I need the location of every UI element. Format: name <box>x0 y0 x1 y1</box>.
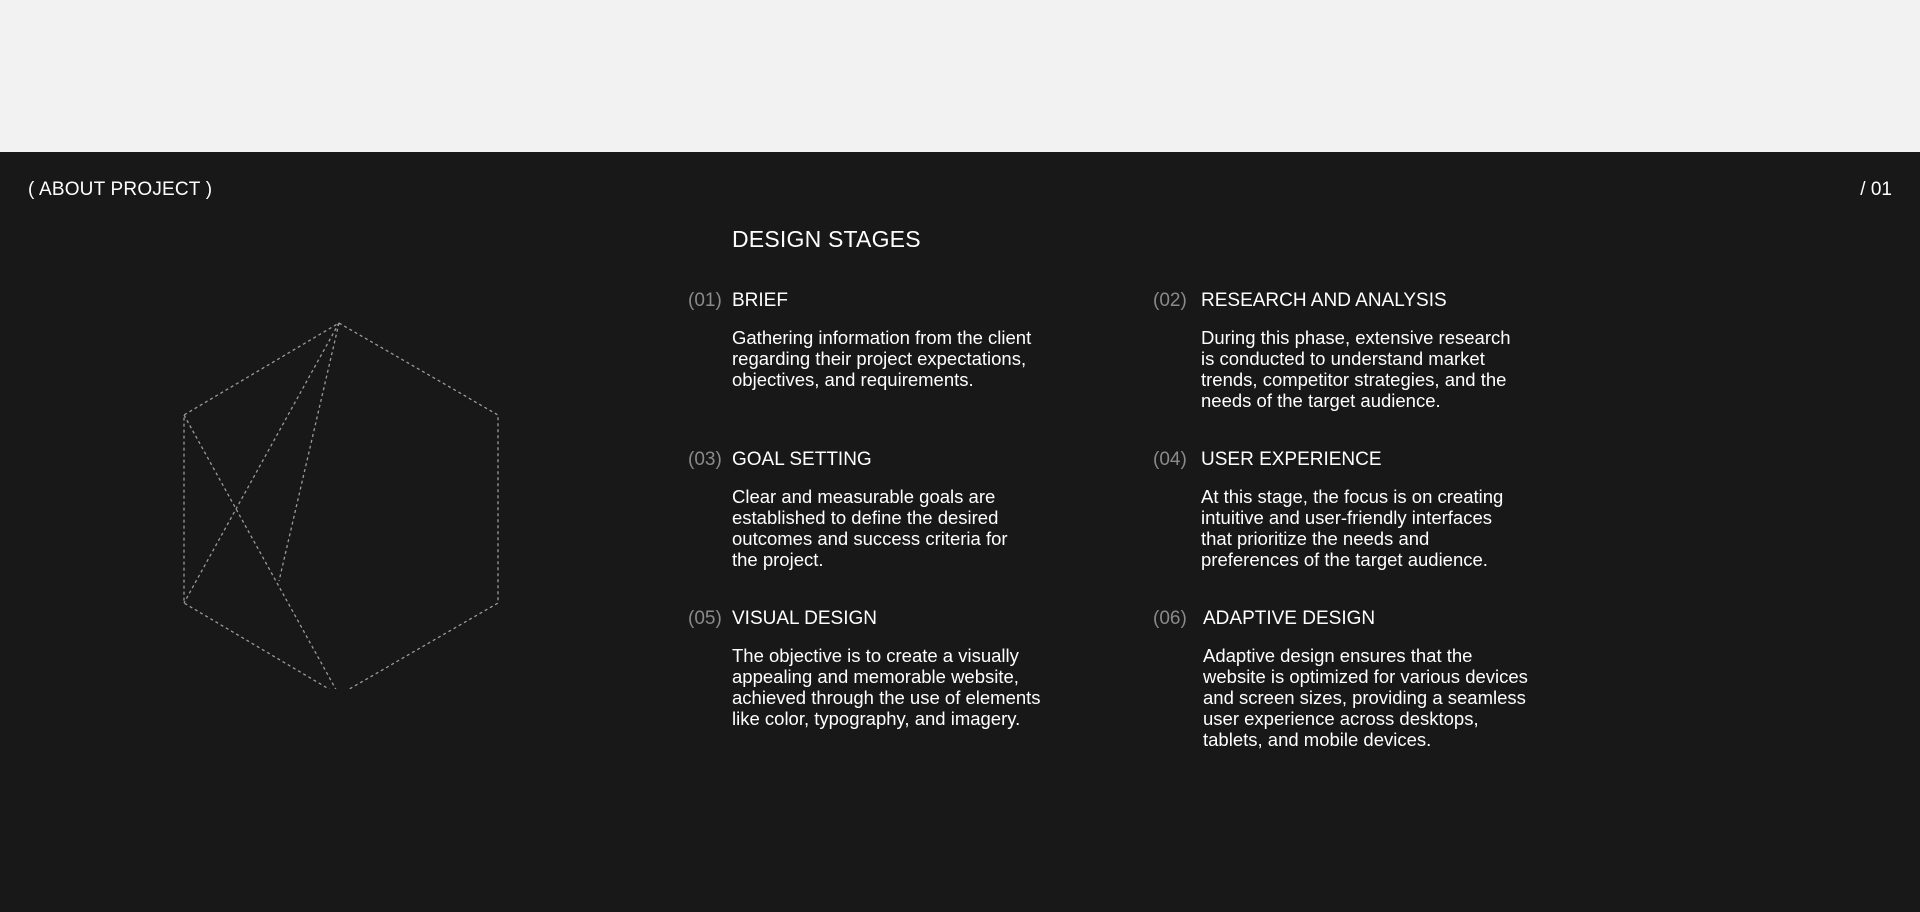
stage-number: (04) <box>1153 449 1187 470</box>
stage-title: USER EXPERIENCE <box>1201 449 1382 470</box>
stage-title: ADAPTIVE DESIGN <box>1203 608 1376 629</box>
hexagon-diagonal <box>279 323 339 581</box>
stage-number: (03) <box>688 449 722 470</box>
stage-description: Adaptive design ensures that the website is optimized for various devices and screen sizes, providing a seamless user experience across desktops, tablets, and mobile devices. <box>1203 645 1528 750</box>
hexagon-outline <box>184 323 498 689</box>
stage-number: (06) <box>1153 608 1187 629</box>
stage-number: (05) <box>688 608 722 629</box>
stage-title: BRIEF <box>732 290 788 311</box>
hexagon-wireframe-icon <box>180 317 502 689</box>
stage-description: During this phase, extensive research is conducted to understand market trends, competitor strategies, and the needs of the target audience. <box>1201 327 1511 411</box>
stage-title: VISUAL DESIGN <box>732 608 878 629</box>
stage-description: The objective is to create a visually appealing and memorable website, achieved through the use of elements like color, typography, and imagery. <box>732 645 1041 729</box>
stage-title: GOAL SETTING <box>732 449 872 470</box>
stage-description: Gathering information from the client regarding their project expectations, objectives, and requirements. <box>732 327 1032 390</box>
stage-description: Clear and measurable goals are established to define the desired outcomes and success criteria for the project. <box>732 486 1008 570</box>
about-project-section <box>0 152 1920 912</box>
stage-description: At this stage, the focus is on creating intuitive and user-friendly interfaces that prioritize the needs and preferences of the target audience. <box>1201 486 1504 570</box>
stage-number: (01) <box>688 290 722 311</box>
design-stages-title: DESIGN STAGES <box>732 226 921 252</box>
hexagon-diagonal <box>184 323 339 603</box>
stage-title: RESEARCH AND ANALYSIS <box>1201 290 1447 311</box>
page-index: / 01 <box>1860 179 1892 200</box>
hexagon-diagonal <box>184 415 339 689</box>
stage-number: (02) <box>1153 290 1187 311</box>
top-blank-area <box>0 0 1920 152</box>
section-label: ( ABOUT PROJECT ) <box>28 179 213 200</box>
